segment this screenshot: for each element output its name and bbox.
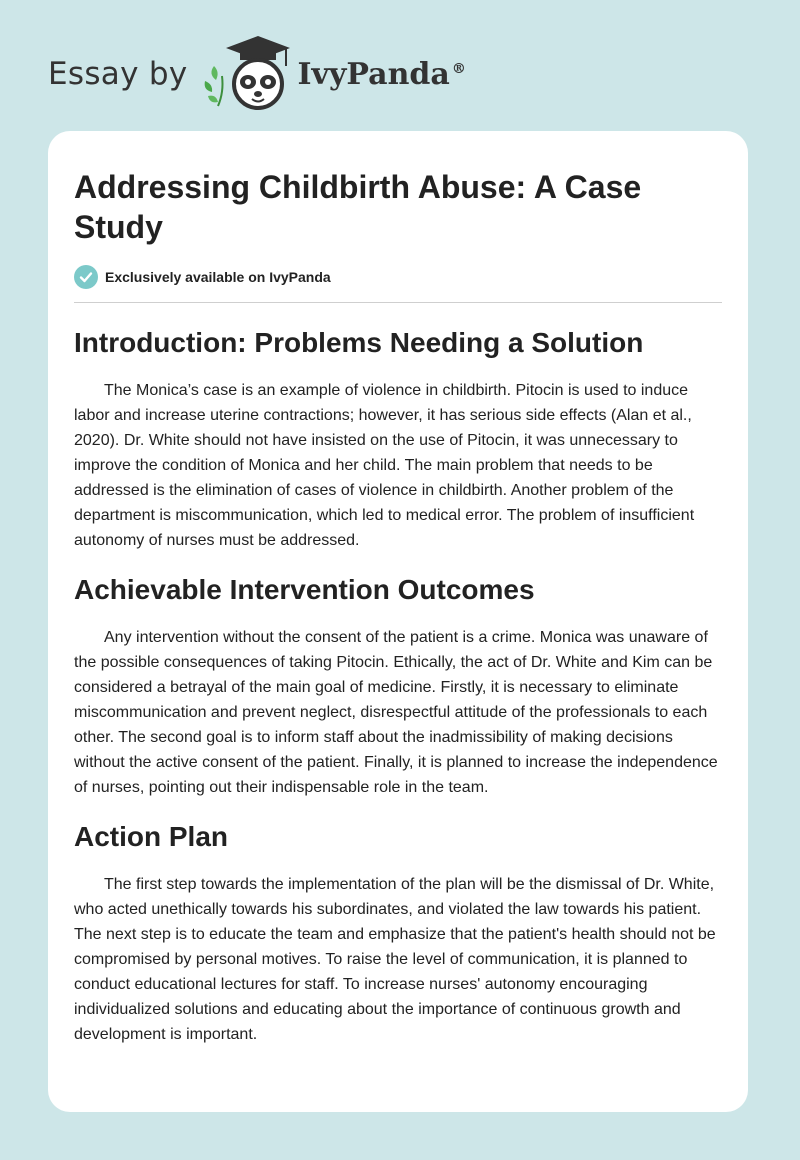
exclusive-badge-text: Exclusively available on IvyPanda [105, 269, 331, 285]
section-body-introduction: The Monica’s case is an example of violence in childbirth. Pitocin is used to induce labor and increase uterine contractions; however, it has serious side effects (Alan et al., 2020). Dr. White should not have insisted on the use of Pitocin, it was unnecessary to improve the condition of Monica and her child. The main problem that needs to be addressed is the elimination of cases of violence in childbirth. Another problem of the department is miscommunication, which led to medical error. The problem of insufficient autonomy of nurses must be addressed. [74, 382, 695, 549]
panda-logo-icon[interactable] [202, 36, 292, 112]
section-body-outcomes: Any intervention without the consent of the patient is a crime. Monica was unaware of the possible consequences of taking Pitocin. Ethically, the act of Dr. White and Kim can be considered a betrayal of the main goal of medicine. Firstly, it is necessary to eliminate miscommunication and prevent neglect, disrespectful attitude of the professionals to each other. The second goal is to inform staff about the inadmissibility of making decisions without the active consent of the patient. Finally, it is planned to increase the independence of nurses, pointing out their indispensable role in the team. [74, 629, 718, 796]
article-title: Addressing Childbirth Abuse: A Case Study [74, 169, 642, 245]
article-card [48, 131, 748, 1112]
essay-by-label: Essay by [48, 56, 188, 92]
brand-name[interactable] [298, 57, 466, 92]
section-heading-action-plan: Action Plan [74, 821, 229, 852]
site-header [48, 36, 466, 112]
section-body-action-plan: The first step towards the implementation of the plan will be the dismissal of Dr. White, who acted unethically towards his subordinates, and violated the law towards his patient. The next step is to educate the team and emphasize that the patient's health should not be compromised by personal motives. To raise the level of communication, it is planned to conduct educational lectures for staff. To increase nurses' autonomy encouraging individualized solutions and educating about the importance of continuous growth and development is important. [74, 876, 716, 1043]
registered-mark: ® [451, 60, 466, 77]
checkmark-icon [74, 265, 98, 289]
section-heading-outcomes: Achievable Intervention Outcomes [74, 574, 535, 605]
exclusive-badge [74, 265, 722, 289]
section-heading-introduction: Introduction: Problems Needing a Solution [74, 327, 644, 358]
brand-text: IvyPanda [297, 56, 450, 92]
divider [74, 302, 722, 303]
